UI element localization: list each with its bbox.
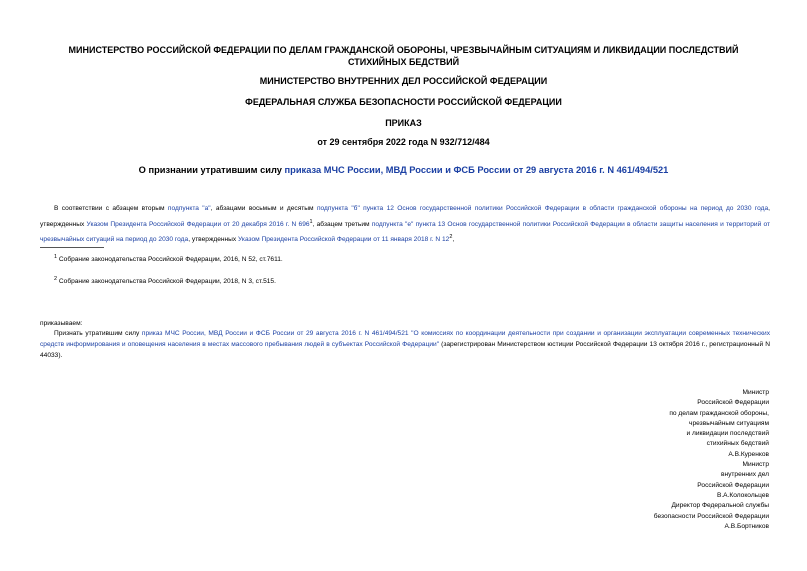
ministry-emergency-heading: МИНИСТЕРСТВО РОССИЙСКОЙ ФЕДЕРАЦИИ ПО ДЕЛАМ ГРАЖДАНСКОЙ ОБОРОНЫ, ЧРЕЗВЫЧАЙНЫМ СИТУАЦИЯМ И ЛИКВИДАЦИИ ПОСЛЕДСТВИЙ СТИХИЙНЫХ БЕДСТВИЙ	[68, 45, 739, 67]
signature-line: по делам гражданской обороны,	[669, 409, 769, 417]
order-paragraph	[40, 328, 770, 361]
text-fragment: , абзацем третьим	[312, 220, 372, 228]
text-fragment: , абзацами восьмым и десятым	[210, 205, 317, 212]
footnote-mark: 1	[54, 254, 58, 260]
signature-line: Российской Федерации	[697, 399, 769, 407]
link-subparagraph-a[interactable]: подпункта "а"	[167, 205, 211, 212]
signature-line: безопасности Российской Федерации	[653, 512, 769, 520]
signer-name: А.В.Бортников	[724, 522, 769, 530]
link-emergency-principles[interactable]: подпункта "е" пункта 13 Основ государственной политики Российской Федерации в области защиты населения и территорий от чрезвычайных ситуаций на период до 2030 года	[40, 220, 771, 244]
link-order-461[interactable]: приказ МЧС России, МВД России и ФСБ России от 29 августа 2016 г. N 461/494/521 "О комиссиях по координации деятельности при создании и организации эксплуатации современных технических средств информирования и оповещения населения в местах массового пребывания людей в субъектах Российской Федерации"	[40, 330, 770, 348]
footnote-ref-2[interactable]: 2	[449, 234, 453, 241]
signature-line: и ликвидации последствий	[686, 430, 769, 438]
footnote-1	[54, 252, 283, 265]
preamble-paragraph	[40, 203, 770, 247]
footnote-text: Собрание законодательства Российской Федерации, 2018, N 3, ст.515.	[57, 278, 276, 286]
signature-line: стихийных бедствий	[706, 440, 769, 448]
order-word: приказываем:	[40, 320, 83, 327]
signature-block	[509, 388, 769, 532]
footnote-2	[54, 274, 276, 287]
fsb-heading: ФЕДЕРАЛЬНАЯ СЛУЖБА БЕЗОПАСНОСТИ РОССИЙСКОЙ ФЕДЕРАЦИИ	[245, 97, 562, 107]
signature-line: Директор Федеральной службы	[671, 502, 769, 510]
link-decree-12[interactable]: Указом Президента Российской Федерации от 11 января 2018 г. N 12	[238, 236, 450, 244]
text-fragment: В соответствии с абзацем вторым	[54, 205, 168, 212]
signature-line: Российской Федерации	[697, 481, 769, 489]
text-fragment: , утвержденных	[188, 236, 239, 244]
link-civil-defense-principles[interactable]: подпункта "б" пункта 12 Основ государственной политики Российской Федерации в области гражданской обороны на период до 2030 года	[316, 205, 769, 212]
signature-line: внутренних дел	[720, 471, 769, 479]
title-prefix: О признании утратившим силу	[138, 165, 285, 175]
text-fragment: ,	[452, 236, 455, 244]
footnote-mark: 2	[54, 276, 58, 282]
text-fragment: , утвержденных	[40, 205, 771, 228]
footnote-divider	[40, 247, 104, 248]
document-title	[40, 164, 767, 176]
signature-line: Министр	[742, 389, 769, 396]
doc-type-heading: ПРИКАЗ	[385, 118, 422, 128]
signer-name: В.А.Колокольцев	[716, 491, 769, 499]
footnote-ref-1[interactable]: 1	[309, 218, 313, 225]
signature-line: Министр	[742, 461, 769, 469]
signature-line: чрезвычайным ситуациям	[689, 419, 769, 427]
text-fragment: (зарегистрирован Министерством юстиции Российской Федерации 13 октября 2016 г., регистрационный N 44033).	[40, 341, 770, 359]
footnote-text: Собрание законодательства Российской Федерации, 2016, N 52, ст.7611.	[57, 256, 283, 264]
doc-date: от 29 сентября 2022 года N 932/712/484	[317, 137, 490, 147]
ministry-internal-affairs-heading: МИНИСТЕРСТВО ВНУТРЕННИХ ДЕЛ РОССИЙСКОЙ ФЕДЕРАЦИИ	[259, 76, 548, 86]
signer-name: А.В.Куренков	[728, 450, 769, 458]
link-decree-696[interactable]: Указом Президента Российской Федерации от 20 декабря 2016 г. N 696	[86, 220, 310, 228]
text-fragment: Признать утратившим силу	[54, 330, 142, 337]
title-link[interactable]: приказа МЧС России, МВД России и ФСБ России от 29 августа 2016 г. N 461/494/521	[284, 165, 669, 175]
